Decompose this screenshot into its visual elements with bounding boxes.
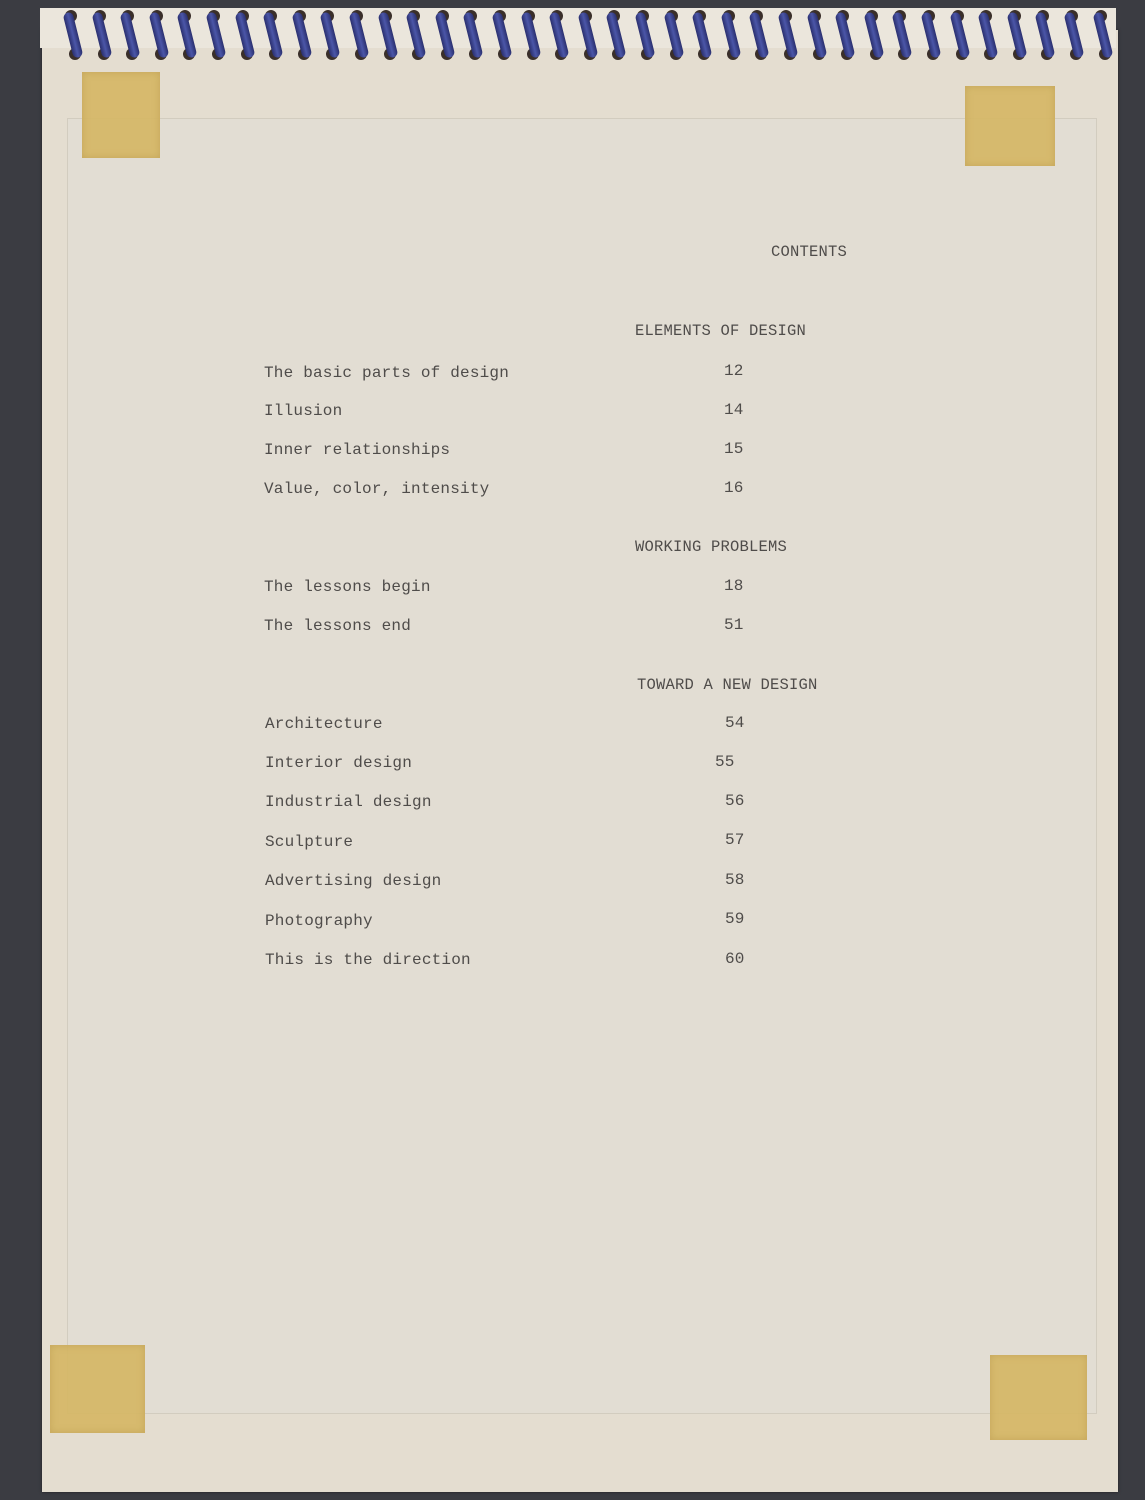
entry-page: 14 [724, 401, 744, 419]
entry-page: 54 [725, 714, 745, 732]
entry-label: Photography [265, 912, 373, 930]
section-heading: ELEMENTS OF DESIGN [635, 322, 807, 340]
tape-top-right [965, 86, 1055, 166]
entry-label: Illusion [264, 402, 343, 420]
entry-page: 57 [725, 831, 745, 849]
entry-label: Industrial design [265, 793, 432, 811]
contents-title: CONTENTS [771, 243, 848, 261]
section-heading: WORKING PROBLEMS [635, 538, 788, 556]
entry-page: 56 [725, 792, 745, 810]
entry-label: Inner relationships [264, 441, 451, 459]
entry-page: 15 [724, 440, 744, 458]
entry-page: 51 [724, 616, 744, 634]
tape-bottom-right [990, 1355, 1087, 1440]
entry-page: 18 [724, 577, 744, 595]
entry-label: Sculpture [265, 833, 354, 851]
entry-page: 58 [725, 871, 745, 889]
entry-label: The basic parts of design [264, 364, 510, 382]
section-heading: TOWARD A NEW DESIGN [637, 676, 818, 694]
entry-page: 12 [724, 362, 744, 380]
entry-page: 55 [715, 753, 735, 771]
entry-page: 60 [725, 950, 745, 968]
tape-top-left [82, 72, 160, 158]
mounted-sheet [67, 118, 1097, 1414]
entry-label: The lessons end [264, 617, 412, 635]
entry-label: Value, color, intensity [264, 480, 490, 498]
entry-label: Interior design [265, 754, 413, 772]
entry-page: 16 [724, 479, 744, 497]
entry-label: Architecture [265, 715, 383, 733]
entry-label: This is the direction [265, 951, 471, 969]
tape-bottom-left [50, 1345, 145, 1433]
entry-page: 59 [725, 910, 745, 928]
entry-label: Advertising design [265, 872, 442, 890]
entry-label: The lessons begin [264, 578, 431, 596]
